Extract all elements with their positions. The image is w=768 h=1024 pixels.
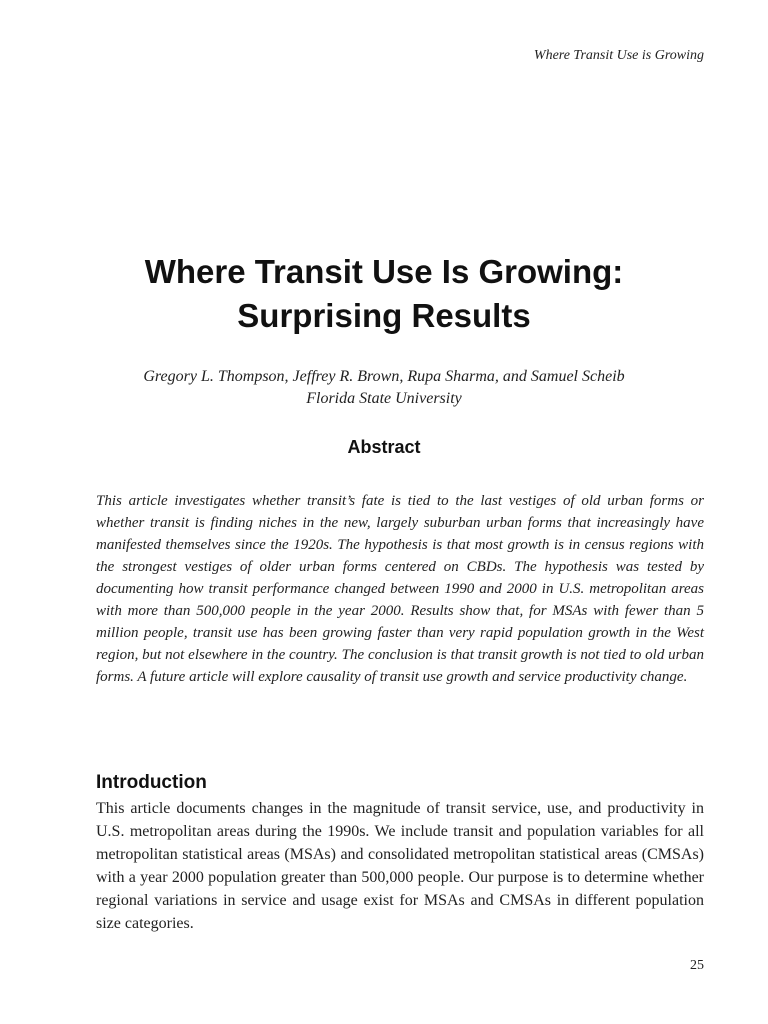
author-block [0,366,768,410]
title-line-2: Surprising Results [237,297,531,334]
running-head: Where Transit Use is Growing [533,48,704,63]
title-line-1: Where Transit Use Is Growing: [144,253,624,290]
page-number: 25 [690,958,704,973]
abstract-body: This article investigates whether transit’s fate is tied to the last vestiges of old urban forms or whether transit is finding niches in the new, largely suburban urban forms that increasingly have manifested themselves since the 1920s. The hypothesis is that most growth is in census regions with the strongest vestiges of older urban forms centered on CBDs. The hypothesis was tested by documenting how transit performance changed between 1990 and 2000 in U.S. metropolitan areas with more than 500,000 people in the year 2000. Results show that, for MSAs with fewer than 5 million people, transit use has been growing faster than very rapid population growth in the West region, but not elsewhere in the country. The conclusion is that transit growth is not tied to old urban forms. A future article will explore causality of transit use growth and service productivity change. [96,493,704,685]
article-title [0,250,768,338]
introduction-heading: Introduction [96,772,207,793]
authors: Gregory L. Thompson, Jeffrey R. Brown, Rupa Sharma, and Samuel Scheib [143,368,625,385]
affiliation: Florida State University [306,390,462,407]
abstract-heading: Abstract [347,437,421,457]
introduction-body: This article documents changes in the magnitude of transit service, use, and productivity in U.S. metropolitan areas during the 1990s. We include transit and population variables for all metropolitan statistical areas (MSAs) and consolidated metropolitan statistical areas (CMSAs) with a year 2000 population greater than 500,000 people. Our purpose is to determine whether regional variations in service and usage exist for MSAs and CMSAs in different population size categories. [96,800,704,932]
